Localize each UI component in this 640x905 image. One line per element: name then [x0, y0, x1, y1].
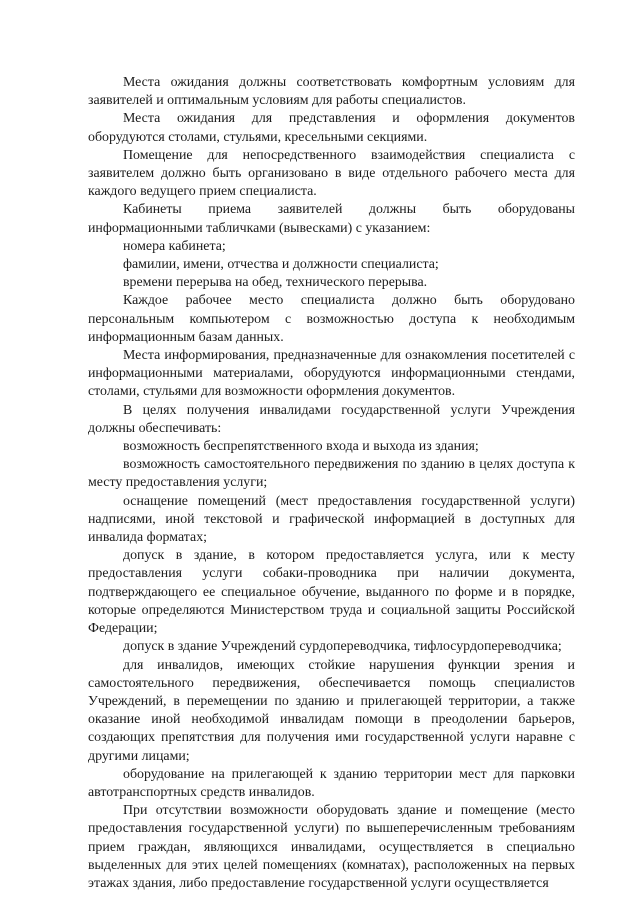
paragraph: Места информирования, предназначенные для ознакомления посетителей с информационными материалами, оборудуются информационными стендами, столами, стульями для возможности оформления документов. [88, 348, 575, 400]
list-item: номера кабинета; [123, 238, 226, 254]
paragraph: Помещение для непосредственного взаимодействия специалиста с заявителем должно быть организовано в виде отдельного рабочего места для каждого ведущего прием специалиста. [88, 147, 575, 200]
list-item: допуск в здание, в котором предоставляется услуга, или к месту предоставления услуги собаки-проводника при наличии документа, подтверждающего ее специальное обучение, выданного по форме и в порядке, которые определяются Министерством труда и социальной защиты Российской Федерации; [88, 548, 575, 637]
list-item: времени перерыва на обед, технического перерыва. [123, 275, 428, 291]
paragraph: Каждое рабочее место специалиста должно быть оборудовано персональным компьютером с возможностью доступа к необходимым информационным базам данных. [88, 293, 575, 345]
paragraph: Места ожидания должны соответствовать комфортным условиям для заявителей и оптимальным условиям для работы специалистов. [88, 75, 575, 109]
paragraph: Места ожидания для представления и оформления документов оборудуются столами, стульями, кресельными секциями. [88, 111, 575, 145]
list-item: возможность самостоятельного передвижения по зданию в целях доступа к месту предоставления услуги; [88, 457, 575, 491]
list-item: для инвалидов, имеющих стойкие нарушения функции зрения и самостоятельного передвижения, обеспечивается помощь специалистов Учреждений, в перемещении по зданию и прилегающей территории, а также оказание иной необходимой инвалидам помощи в преодолении барьеров, создающих препятствия для получения ими государственной услуги наравне с другими лицами; [88, 657, 575, 764]
list-item: оборудование на прилегающей к зданию территории мест для парковки автотранспортных средств инвалидов. [88, 766, 575, 800]
list-item: фамилии, имени, отчества и должности специалиста; [123, 257, 439, 273]
list-item: оснащение помещений (мест предоставления государственной услуги) надписями, иной текстовой и графической информацией в доступных для инвалида форматах; [88, 493, 575, 546]
paragraph: При отсутствии возможности оборудовать здание и помещение (место предоставления государственной услуги) по вышеперечисленным требованиям прием граждан, являющихся инвалидами, осуществляется в специально выделенных для этих целей помещениях (комнатах), расположенных на первых этажах здания, либо предоставление государственной услуги осуществляется [88, 803, 575, 891]
paragraph: В целях получения инвалидами государственной услуги Учреждения должны обеспечивать: [88, 402, 575, 436]
list-item: допуск в здание Учреждений сурдопереводчика, тифлосурдопереводчика; [123, 639, 562, 655]
document-body [88, 74, 575, 893]
paragraph: Кабинеты приема заявителей должны быть оборудованы информационными табличками (вывесками) с указанием: [88, 202, 575, 236]
list-item: возможность беспрепятственного входа и выхода из здания; [123, 439, 479, 455]
